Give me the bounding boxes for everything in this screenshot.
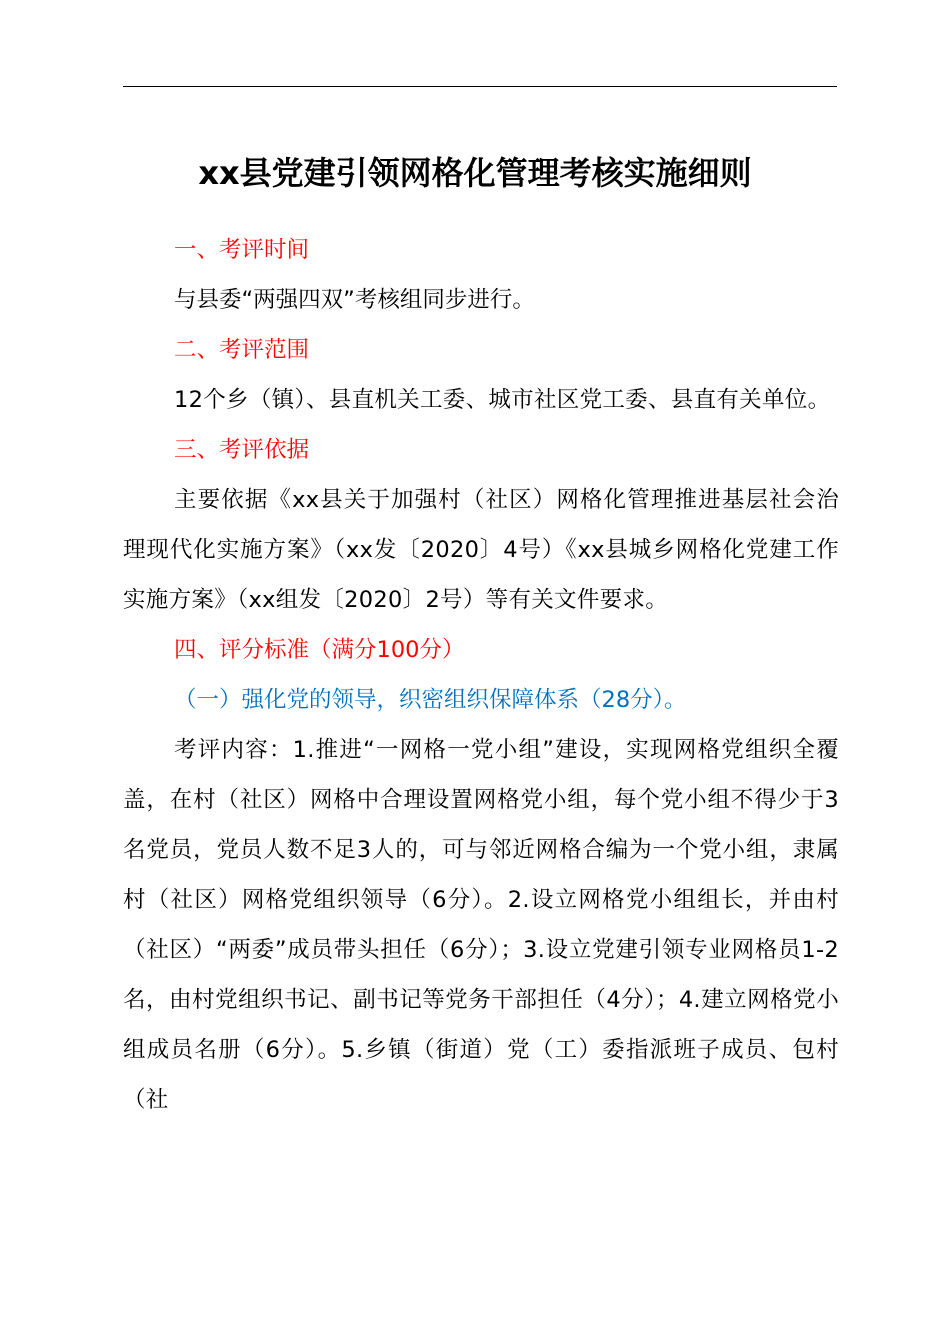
- page-title: xx县党建引领网格化管理考核实施细则: [198, 154, 752, 192]
- section-body-4: 考评内容：1.推进“一网格一党小组”建设，实现网格党组织全覆盖，在村（社区）网格中合理设置网格党小组，每个党小组不得少于3名党员，党员人数不足3人的，可与邻近网格合编为一个党小组，隶属村（社区）网格党组织领导（6分）。2.设立网格党小组组长，并由村（社区）“两委”成员带头担任（6分）；3.设立党建引领专业网格员1-2名，由村党组织书记、副书记等党务干部担任（4分）；4.建立网格党小组成员名册（6分）。5.乡镇（街道）党（工）委指派班子成员、包村（社: [123, 737, 839, 1113]
- document-body: [123, 225, 839, 1125]
- section-heading-3: 三、考评依据: [174, 437, 310, 463]
- section-heading-4: 四、评分标准（满分100分）: [174, 637, 465, 663]
- section-body-3: 主要依据《xx县关于加强村（社区）网格化管理推进基层社会治理现代化实施方案》（xx发〔2020〕4号）《xx县城乡网格化党建工作实施方案》（xx组发〔2020〕2号）等有关文件要求。: [123, 487, 839, 613]
- section-heading-1: 一、考评时间: [174, 237, 310, 263]
- section-body-1: 与县委“两强四双”考核组同步进行。: [174, 287, 535, 313]
- header-rule: [123, 86, 837, 87]
- section-body-2: 12个乡（镇）、县直机关工委、城市社区党工委、县直有关单位。: [174, 387, 831, 413]
- subsection-heading-4-1: （一）强化党的领导，织密组织保障体系（28分）。: [174, 687, 687, 713]
- section-heading-2: 二、考评范围: [174, 337, 310, 363]
